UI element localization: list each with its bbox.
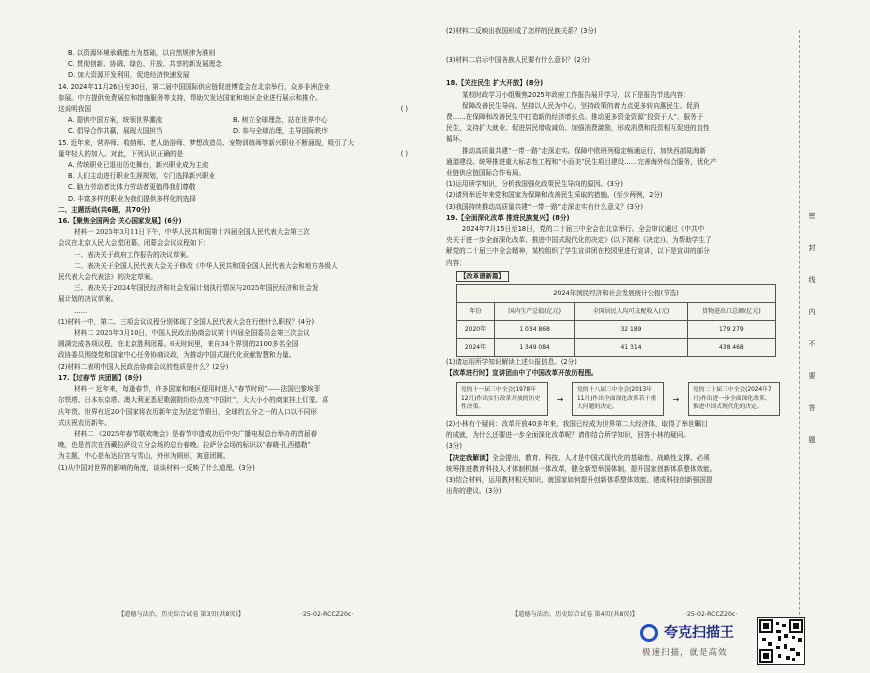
q14-stem: 14. 2024年11月26日至30日，第二届中国国际供应链促进博览会在北京举行，众多非洲企业 bbox=[58, 82, 331, 91]
table-header: 年份 bbox=[457, 303, 495, 321]
q17-question: (2)材料二反映出我国形成了怎样的民族关系？(3分) bbox=[446, 27, 597, 35]
q15-option-c: C. 脑力劳动者比体力劳动者更值得我们尊敬 bbox=[68, 183, 196, 192]
q16-material: 会议在北京人民大会堂闭幕。闭幕会会议议程如下： bbox=[58, 239, 210, 248]
q19-question: (3分) bbox=[446, 442, 462, 451]
qr-code-icon bbox=[757, 617, 805, 665]
q17-question: (1)从中国对世界的影响的角度，谈谈材料一反映了什么道理。(3分) bbox=[58, 463, 255, 472]
q17-title: 17.【过春节 庆团圆】(8分) bbox=[58, 373, 142, 382]
timeline-box: 党的二十届三中全会(2024年7月)作出进一步全面深化改革、推进中国式现代化的决定。 bbox=[688, 382, 780, 416]
table-caption: 2024年国民经济和社会发展统计公报(节选) bbox=[456, 284, 776, 302]
answer-blank: ( ) bbox=[400, 149, 408, 158]
q16-question: (2)材料二表明中国人民政治协商会议的性质是什么？(2分) bbox=[58, 362, 229, 371]
q14-options-cd: C. 倡导合作共赢，展现大国担当 D. 参与全球治理，主导国际秩序 bbox=[68, 127, 328, 136]
q15-option-a: A. 传统职业已退出历史舞台，新兴职业成为主流 bbox=[68, 161, 209, 170]
q16-material: 圆满完成各项议程，在北京胜利闭幕。6天时间里，来自34个界别的2100多名全国 bbox=[58, 340, 299, 349]
table-cell: 1 034 868 bbox=[495, 321, 575, 339]
table-header-row bbox=[457, 303, 776, 321]
table-cell: 32 189 bbox=[575, 321, 687, 339]
q19-title: 19.【全面深化改革 推进民族复兴】(8分) bbox=[446, 213, 570, 222]
q18-material: 保障改善民生导向。坚持以人民为中心，坚持政策的着力点更多转向惠民生、促消 bbox=[462, 101, 700, 110]
section-tag: 【决定我解读】 bbox=[446, 453, 493, 462]
q17-material: 材料二 《2025年春节联欢晚会》是春节申遗成功后中央广播电视总台举办的首届春 bbox=[74, 429, 318, 438]
q16-material: 展计划的决议草案。 bbox=[58, 295, 118, 304]
q16-material: 民代表大会代表法》的决定草案。 bbox=[58, 273, 157, 282]
q19-intro: 内容： bbox=[446, 258, 466, 267]
table-cell: 438 468 bbox=[687, 339, 775, 357]
option-line: D. 加大资源开发利用，促进经济快速发展 bbox=[68, 71, 190, 80]
q19-question: 的成就，为什么还要进一步全面深化改革呢？请你结合所学知识，回答小林的疑问。 bbox=[446, 431, 690, 440]
option-line: C. 贯彻创新、协调、绿色、开放、共享的新发展理念 bbox=[68, 60, 222, 69]
q14-stem-end: 这说明我国 ( ) bbox=[58, 104, 408, 115]
arrow-icon: → bbox=[556, 394, 564, 404]
right-column bbox=[446, 26, 791, 497]
table-cell: 41 314 bbox=[575, 339, 687, 357]
section-tag: 【改革进行时】宣讲团由中了中国改革开放历程图。 bbox=[446, 369, 598, 378]
brand-slogan: 极速扫描，就是高效 bbox=[642, 648, 728, 658]
q18-material: 循环。 bbox=[446, 135, 466, 144]
q16-ellipsis: …… bbox=[74, 306, 88, 315]
q18-material: 通道建设。统筹推进重大标志性工程和“小而美”民生项目建设……完善海外综合服务，优化产 bbox=[446, 157, 717, 166]
q19-material: 【决定我解读】全会提出，教育、科技、人才是中国式现代化的基础性、战略性支撑。必须 bbox=[446, 453, 710, 462]
q17-question: (3)材料二启示中国各族人民要有什么意识？(2分) bbox=[446, 56, 590, 65]
seal-line-text: 密 封 线 内 不 要 答 题 bbox=[808, 212, 816, 444]
q18-material: 费……在保障和改善民生中打造新的经济增长点。推动更多资金资源“投资于人”、服务于 bbox=[446, 113, 704, 122]
q15-stem-end: 量年轻人的加入。对此，下列认识正确的是 ( ) bbox=[58, 149, 408, 160]
q18-title: 18.【关注民生 扩大开放】(8分) bbox=[446, 79, 544, 88]
q19-intro: 解党的二十届三中全会精神，某校组织了学生宣讲团在校园里进行宣讲，以下是宣讲的部分 bbox=[446, 247, 710, 256]
q17-material: 材料一 近年来，每逢春节，许多国家和地区便用时进入“春节时间”——法国巴黎埃菲 bbox=[74, 385, 321, 394]
q16-material: 材料二 2025年3月10日，中国人民政治协商会议第十四届全国委员会第三次会议 bbox=[74, 329, 310, 338]
q18-question: (3)我国持续推动高质量共建“一带一路”走深走实有什么意义？(3分) bbox=[446, 202, 643, 211]
left-column bbox=[58, 48, 408, 474]
section-heading: 二、主题活动(共6题，共70分) bbox=[58, 205, 151, 214]
left-footer: 【道德与法治、历史综合试卷 第3页(共8页)】 ·25-02-RCCZ20c· bbox=[118, 611, 354, 618]
arrow-icon: → bbox=[672, 394, 680, 404]
q19-intro: 2024年7月15日至18日，党的二十届三中全会在北京举行。全会审议通过《中共中 bbox=[462, 225, 705, 234]
q17-material: 式庆祝农历新年。 bbox=[58, 418, 111, 427]
table-cell: 179 279 bbox=[687, 321, 775, 339]
q17-material: 尔铁塔、日本东京塔、澳大利亚悉尼歌剧院纷纷点亮“中国红”，大大小小的商家挂上灯笼、喜 bbox=[58, 396, 329, 405]
q16-material: 三、表决关于2024年国民经济和社会发展计划执行情况与2025年国民经济和社会发 bbox=[74, 284, 319, 293]
q18-material: 推动高质量共建“一带一路”走深走实。保障中欧班列稳定畅通运行，加快西部陆海新 bbox=[462, 146, 707, 155]
brand-name: 夸克扫描王 bbox=[664, 625, 734, 641]
q19-intro: 央关于进一步全面深化改革、推进中国式现代化的决定》(以下简称《决定》)。为帮助学生了 bbox=[446, 236, 712, 245]
timeline-box: 党的十一届三中全会(1978年12月)作出实行改革开放的历史性决策。 bbox=[456, 382, 548, 416]
q16-question: (1)材料一中，第二、三项会议议程分别体现了全国人民代表大会在行使什么职权？(4分) bbox=[58, 317, 315, 326]
q19-question: 出你的建议。(3分) bbox=[446, 487, 502, 496]
q18-material: 民生，支持扩大就业、促进居民增收减负、加强消费激励，形成消费和投资相互促进的良性 bbox=[446, 124, 710, 133]
q16-title: 16.【聚焦全国两会 关心国家发展】(6分) bbox=[58, 217, 182, 226]
q16-material: 一、表决关于政府工作报告的决议草案。 bbox=[74, 250, 193, 259]
q18-intro: 某校时政学习小组聚焦2025年政府工作报告展开学习，以下是报告节选内容： bbox=[462, 90, 690, 99]
q17-material: 为主题，中心是布达拉宫与雪山，外形为圆形，寓意团圆。 bbox=[58, 452, 230, 461]
q19-question: (3)结合材料，运用教材相关知识，就国家如何提升创新体系整体效能、建成科技创新强国提 bbox=[446, 475, 713, 484]
section-tag: 【改革谱新篇】 bbox=[456, 271, 509, 282]
table-cell: 2020年 bbox=[457, 321, 495, 339]
table-cell: 1 349 084 bbox=[495, 339, 575, 357]
table-header: 国内生产总值(亿元) bbox=[495, 303, 575, 321]
q16-material: 材料一 2025年3月11日下午，中华人民共和国第十四届全国人民代表大会第三次 bbox=[74, 228, 310, 237]
q18-question: (1)运用所学知识，分析我国强化政策民生导向的原因。(3分) bbox=[446, 180, 623, 189]
option-line: B. 以资源环境承载能力为基础，以自然规律为准则 bbox=[68, 49, 216, 57]
q18-question: (2)请列举近年来党和国家为保障和改善民生采取的措施。(至少两例，2分) bbox=[446, 191, 663, 200]
table-row bbox=[457, 321, 776, 339]
q14-options-ab: A. 提供中国方案，统领世界潮流 B. 树立全球理念，站在世界中心 bbox=[68, 116, 328, 125]
table-header: 货物进出口总额(亿元) bbox=[687, 303, 775, 321]
q19-question: (2)小林有个疑问：改革开放40多年来，我国已经成为世界第二大经济体，取得了举世瞩目 bbox=[446, 419, 708, 428]
right-footer: 【道德与法治、历史综合试卷 第4页(共8页)】 ·25-02-RCCZ20c· bbox=[512, 611, 738, 618]
scanner-watermark bbox=[640, 620, 760, 660]
q15-stem: 15. 近年来，营养师、收纳师、老人助浴师、梦想改造员、宠物训练师等新兴职业不断涌现，吸引了大 bbox=[58, 138, 355, 147]
quark-logo-icon bbox=[640, 624, 658, 642]
q19-question: (1)请运用所学知识解读上述公报信息。(2分) bbox=[446, 358, 577, 367]
q15-option-b: B. 人们主动进行职业生涯规划，专门选择新兴职业 bbox=[68, 172, 216, 181]
statistics-table bbox=[456, 284, 776, 357]
table-row bbox=[457, 339, 776, 357]
q14-stem: 参展。中方提供免费展位和措施服务等支持，帮助欠发达国家和地区企业进行展示和推介。 bbox=[58, 93, 322, 102]
q16-material: 二、表决关于全国人民代表大会关于修改《中华人民共和国全国人民代表大会和地方各级人 bbox=[74, 261, 338, 270]
q18-material: 业链供应链国际合作布局。 bbox=[446, 169, 526, 178]
q16-material: 政协委员围绕党和国家中心任务协商议政，为推动中国式现代化贡献智慧和力量。 bbox=[58, 351, 296, 360]
timeline-box: 党的十八届三中全会(2013年11月)作出全面深化改革若干重大问题的决定。 bbox=[572, 382, 664, 416]
q15-option-d: D. 丰富多样的职业为我们提供多样化的选择 bbox=[68, 194, 196, 203]
q17-material: 晚，也是首次在西藏拉萨设立分会场的总台春晚。拉萨分会场的标识以“春晓·扎西德勒” bbox=[58, 441, 311, 450]
q19-material: 统筹推进教育科技人才体制机制一体改革，健全新型举国体制，提升国家创新体系整体效能。 bbox=[446, 464, 717, 473]
table-header: 全国居民人均可支配收入(元) bbox=[575, 303, 687, 321]
table-cell: 2024年 bbox=[457, 339, 495, 357]
q17-material: 庆年货。世界有近20个国家将农历新年定为法定节假日，全球约五分之一的人口以不同形 bbox=[58, 407, 317, 416]
answer-blank: ( ) bbox=[400, 105, 408, 114]
reform-timeline bbox=[456, 382, 791, 416]
